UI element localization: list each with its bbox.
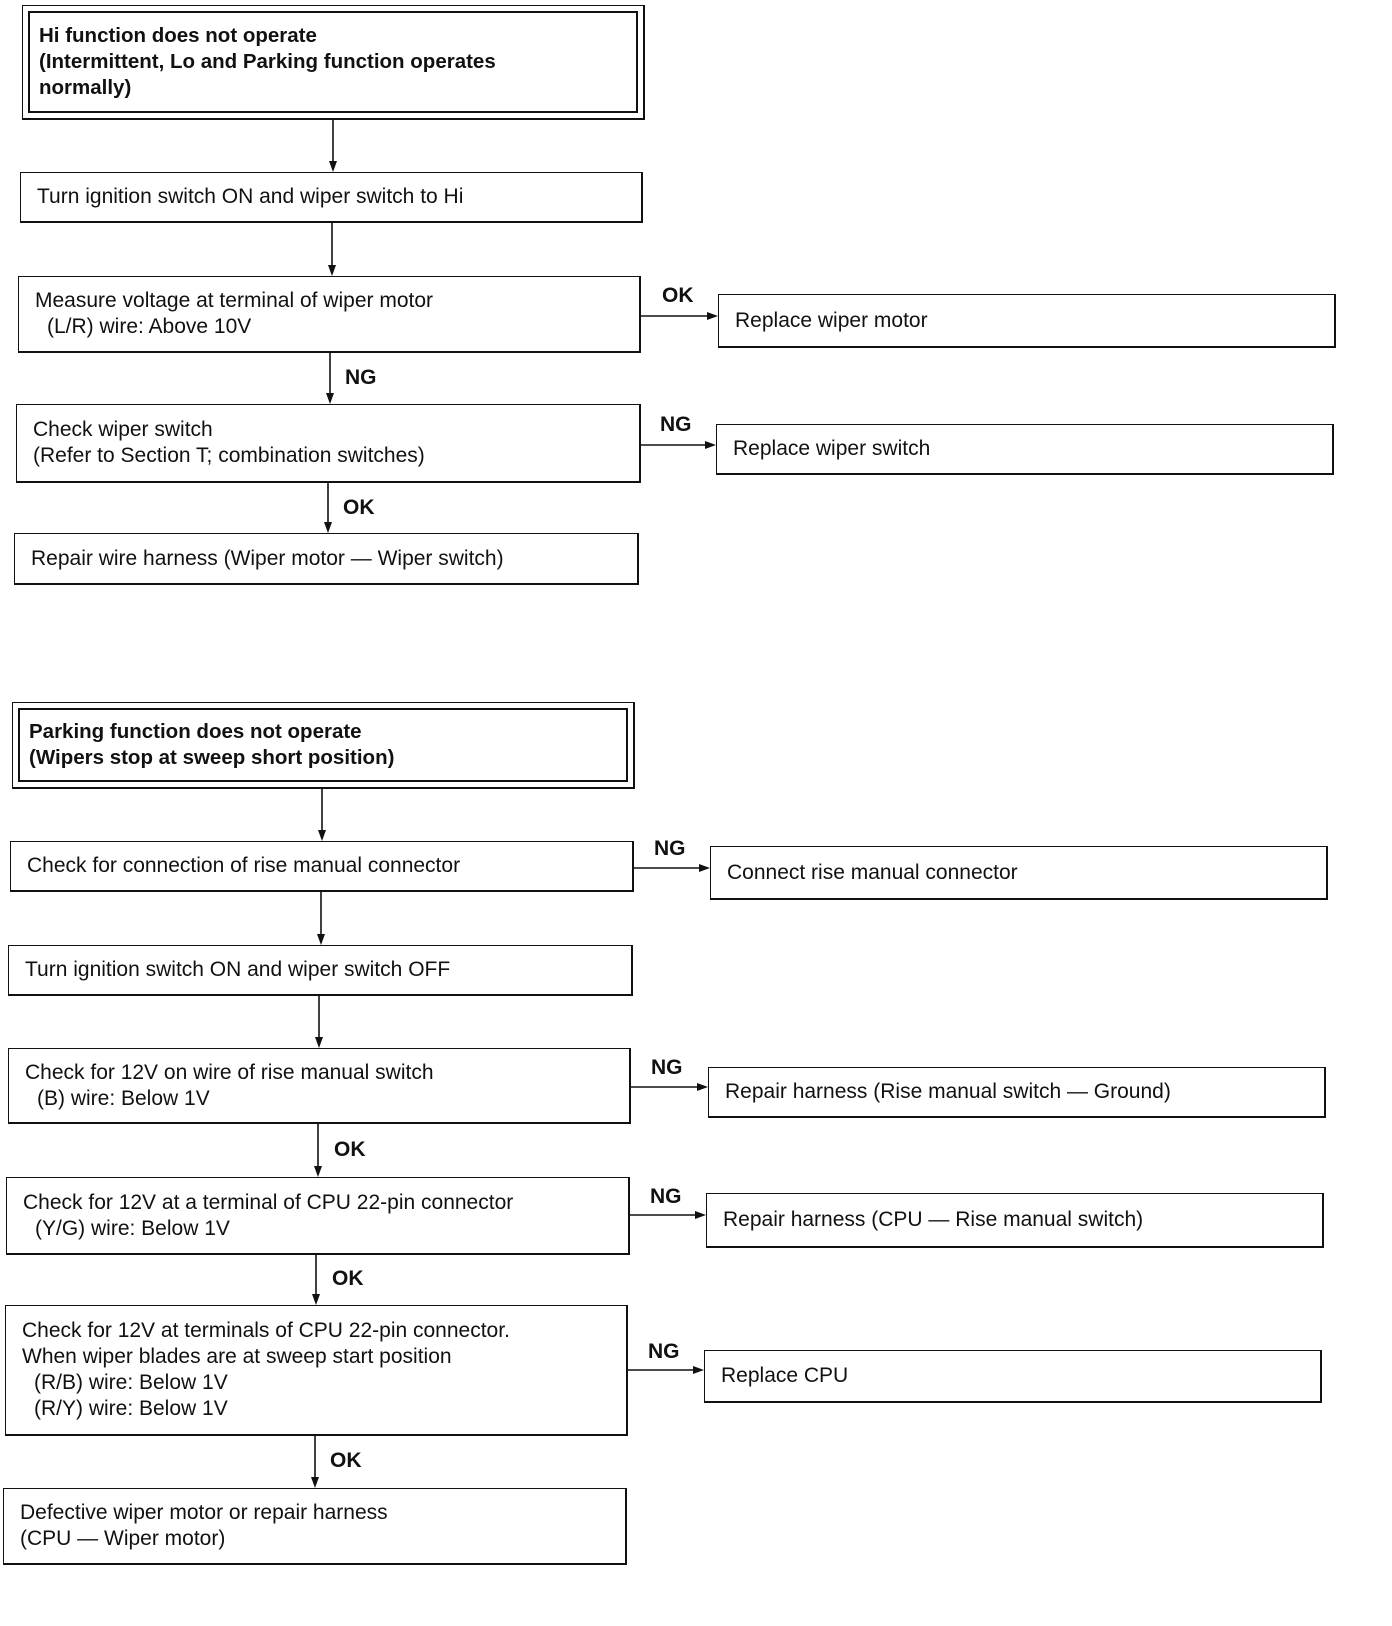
step-text: (B) wire: Below 1V (37, 1086, 210, 1110)
step-text: Measure voltage at terminal of wiper motor (35, 289, 434, 312)
arrow-park-step1-ng-branch (634, 864, 710, 872)
step-text: When wiper blades are at sweep start position (22, 1345, 452, 1368)
arrow-park-step3-ng-branch (631, 1083, 708, 1091)
arrow-head (695, 1211, 706, 1219)
result-text: Replace CPU (721, 1364, 849, 1387)
step-text: (L/R) wire: Above 10V (47, 315, 252, 338)
arrow-hi-step3-ng-branch (641, 441, 716, 449)
title-line: (Intermittent, Lo and Parking function operates (39, 50, 496, 73)
step-text: (CPU — Wiper motor) (20, 1527, 226, 1550)
hi-flow-step-2-box (18, 276, 641, 353)
step-text: Repair wire harness (Wiper motor — Wiper switch) (31, 546, 504, 570)
parking-flow-step-5-box (5, 1305, 628, 1436)
hi-flow-result-replace-wiper-switch (716, 424, 1334, 475)
arrow-head (326, 393, 334, 404)
flow-label-ng: NG (345, 366, 377, 389)
arrow-head (697, 1083, 708, 1091)
parking-flow-step-4-box (6, 1177, 630, 1255)
step-text: Check for 12V on wire of rise manual switch (25, 1060, 434, 1084)
branch-label-ng: NG (654, 837, 686, 860)
arrow-head (324, 522, 332, 533)
flow-label-ok: OK (334, 1138, 366, 1161)
title-line: Parking function does not operate (29, 720, 362, 743)
title-line: normally) (39, 76, 132, 99)
step-text: (Refer to Section T; combination switches) (33, 444, 425, 467)
arrow-head (315, 1037, 323, 1048)
hi-flow-step-4-box (14, 533, 639, 585)
parking-flow-step-6-box (3, 1488, 627, 1565)
arrow-park-step1-to-step2 (317, 892, 325, 945)
parking-flow-step-1-box (10, 841, 634, 892)
parking-flow-result-replace-cpu (704, 1350, 1322, 1403)
step-text: Check for 12V at a terminal of CPU 22-pin connector (23, 1190, 514, 1214)
arrow-head (317, 934, 325, 945)
parking-flow-result-repair-harness-ground (708, 1067, 1326, 1118)
arrow-hi-title-to-step1 (329, 120, 337, 172)
arrow-hi-step3-to-step4 (324, 483, 332, 533)
title-line: Hi function does not operate (39, 24, 317, 47)
arrow-head (707, 312, 718, 320)
arrow-hi-step2-ok-branch (641, 312, 718, 320)
branch-label-ng: NG (648, 1340, 680, 1363)
parking-flow-result-connect-connector (710, 846, 1328, 900)
flow-label-ok: OK (330, 1449, 362, 1472)
arrow-head (311, 1477, 319, 1488)
arrow-park-step3-to-step4 (314, 1124, 322, 1177)
arrow-head (312, 1294, 320, 1305)
arrow-head (318, 830, 326, 841)
step-text: Check for 12V at terminals of CPU 22-pin connector. (22, 1319, 510, 1342)
result-text: Connect rise manual connector (727, 860, 1018, 884)
arrow-head (328, 265, 336, 276)
flow-label-ok: OK (343, 496, 375, 519)
parking-flow-step-3-box (8, 1048, 631, 1124)
step-text: Defective wiper motor or repair harness (20, 1501, 388, 1524)
branch-label-ng: NG (650, 1185, 682, 1208)
step-text: (Y/G) wire: Below 1V (35, 1216, 230, 1240)
parking-flow-title-box (12, 702, 635, 789)
arrow-park-step2-to-step3 (315, 996, 323, 1048)
step-text: Turn ignition switch ON and wiper switch OFF (25, 958, 451, 981)
step-text: (R/Y) wire: Below 1V (34, 1397, 228, 1420)
hi-flow-step-1-box (20, 172, 643, 223)
step-text: Check for connection of rise manual connector (27, 854, 461, 877)
arrow-park-step5-ng-branch (628, 1366, 704, 1374)
flow-label-ok: OK (332, 1267, 364, 1290)
step-text: Turn ignition switch ON and wiper switch to Hi (37, 185, 464, 208)
parking-flow-step-2-box (8, 945, 633, 996)
arrow-head (314, 1166, 322, 1177)
arrow-hi-step1-to-step2 (328, 223, 336, 276)
step-text: Check wiper switch (33, 418, 213, 441)
hi-flow-result-replace-wiper-motor (718, 294, 1336, 348)
arrow-head (693, 1366, 704, 1374)
parking-flow-result-repair-harness-cpu (706, 1193, 1324, 1248)
result-text: Replace wiper switch (733, 437, 931, 460)
arrow-park-step5-to-step6 (311, 1436, 319, 1488)
result-text: Repair harness (CPU — Rise manual switch) (723, 1208, 1144, 1231)
branch-label-ng: NG (660, 413, 692, 436)
arrow-head (705, 441, 716, 449)
result-text: Repair harness (Rise manual switch — Ground) (725, 1080, 1171, 1103)
step-text: (R/B) wire: Below 1V (34, 1371, 228, 1394)
result-text: Replace wiper motor (735, 308, 928, 332)
arrow-hi-step2-to-step3 (326, 353, 334, 404)
arrow-head (699, 864, 710, 872)
arrow-park-title-to-step1 (318, 789, 326, 841)
hi-flow-title-box (22, 5, 645, 120)
arrow-park-step4-ng-branch (630, 1211, 706, 1219)
arrow-park-step4-to-step5 (312, 1255, 320, 1305)
title-line: (Wipers stop at sweep short position) (29, 746, 395, 769)
branch-label-ng: NG (651, 1056, 683, 1079)
branch-label-ok: OK (662, 284, 694, 307)
hi-flow-step-3-box (16, 404, 641, 483)
arrow-head (329, 161, 337, 172)
